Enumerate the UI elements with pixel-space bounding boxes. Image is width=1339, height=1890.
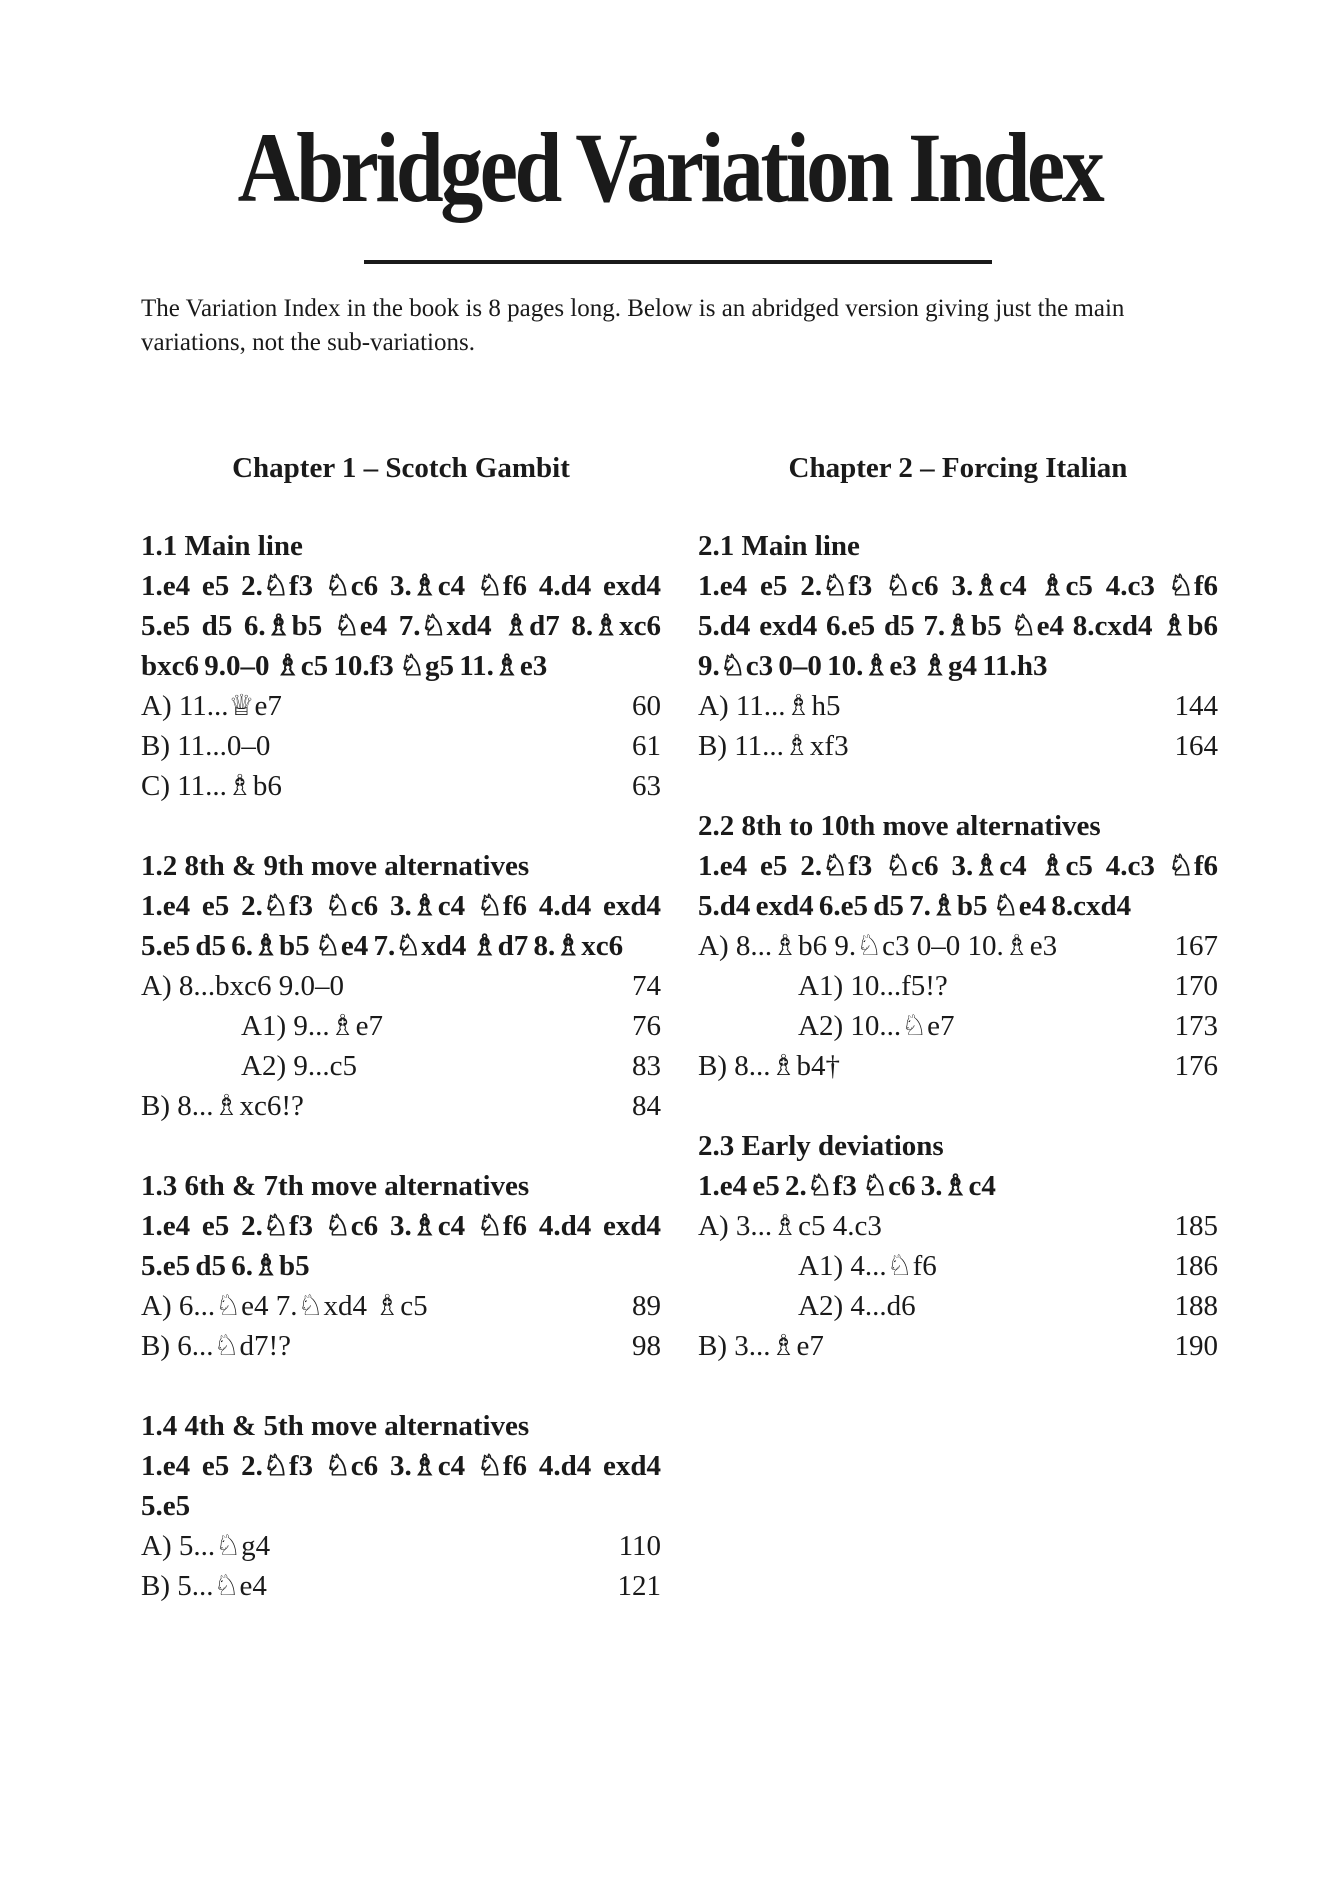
- variation-row: [141, 766, 661, 806]
- variation-row: [141, 966, 661, 1006]
- variation-row: [141, 1286, 661, 1326]
- page-number: 186: [1174, 1250, 1218, 1282]
- section-title: 2.1 Main line: [698, 530, 860, 562]
- section-title: 2.2 8th to 10th move alternatives: [698, 810, 1101, 842]
- chapter-heading: Chapter 2 – Forcing Italian: [788, 452, 1128, 484]
- variation-row: [698, 1326, 1218, 1366]
- move-sequence: 1.e4 e5 2.♘f3 ♘c6 3.♗c4 ♘f6 4.d4 exd4 5.e5 d5 6.♗b5: [141, 1210, 661, 1282]
- variation-row: [141, 726, 661, 766]
- variation-label: A2) 10...♘e7: [798, 1010, 955, 1042]
- page-number: 144: [1174, 690, 1218, 722]
- page-number: 190: [1174, 1330, 1218, 1362]
- variation-row: [141, 686, 661, 726]
- variation-label: A) 3...♗c5 4.c3: [698, 1210, 882, 1242]
- variation-row: [141, 1566, 661, 1606]
- page-number: 170: [1174, 970, 1218, 1002]
- index-section: [698, 806, 1218, 1086]
- variation-label: B) 3...♗e7: [698, 1330, 824, 1362]
- variation-label: A) 8...♗b6 9.♘c3 0–0 10.♗e3: [698, 930, 1058, 962]
- variation-row: [141, 1526, 661, 1566]
- variation-label: B) 6...♘d7!?: [141, 1330, 292, 1362]
- move-sequence: 1.e4 e5 2.♘f3 ♘c6 3.♗c4 ♘f6 4.d4 exd4 5.e5 d5 6.♗b5 ♘e4 7.♘xd4 ♗d7 8.♗xc6 bxc6 9.0–0 ♗c5 10.f3 ♘g5 11.♗e3: [141, 570, 661, 682]
- section-title: 2.3 Early deviations: [698, 1130, 944, 1162]
- section-title: 1.4 4th & 5th move alternatives: [141, 1410, 530, 1442]
- variation-label: A) 6...♘e4 7.♘xd4 ♗c5: [141, 1290, 428, 1322]
- page-number: 173: [1174, 1010, 1218, 1042]
- variation-label: A) 5...♘g4: [141, 1530, 271, 1562]
- chapter-heading: Chapter 1 – Scotch Gambit: [232, 452, 570, 484]
- page-number: 61: [632, 730, 661, 762]
- move-sequence: 1.e4 e5 2.♘f3 ♘c6 3.♗c4 ♘f6 4.d4 exd4 5.e5: [141, 1450, 661, 1522]
- page-number: 76: [632, 1010, 661, 1042]
- page-number: 110: [618, 1530, 661, 1562]
- title-divider: [364, 260, 992, 264]
- page-number: 188: [1174, 1290, 1218, 1322]
- variation-label: B) 11...0–0: [141, 730, 271, 762]
- variation-row: [698, 926, 1218, 966]
- variation-row: [698, 686, 1218, 726]
- page-number: 74: [632, 970, 661, 1002]
- move-sequence: 1.e4 e5 2.♘f3 ♘c6 3.♗c4 ♗c5 4.c3 ♘f6 5.d4 exd4 6.e5 d5 7.♗b5 ♘e4 8.cxd4 ♗b6 9.♘c3 0–0 10.♗e3 ♗g4 11.h3: [698, 570, 1218, 682]
- page-number: 83: [632, 1050, 661, 1082]
- variation-label: B) 8...♗xc6!?: [141, 1090, 304, 1122]
- page-number: 185: [1174, 1210, 1218, 1242]
- section-title: 1.2 8th & 9th move alternatives: [141, 850, 530, 882]
- section-title: 1.1 Main line: [141, 530, 303, 562]
- chapter-2-column: [698, 448, 1218, 1406]
- variation-row: [698, 1206, 1218, 1246]
- page-number: 167: [1174, 930, 1218, 962]
- variation-label: A) 11...♕e7: [141, 690, 282, 722]
- page-number: 89: [632, 1290, 661, 1322]
- move-sequence: 1.e4 e5 2.♘f3 ♘c6 3.♗c4: [698, 1170, 996, 1202]
- variation-label: B) 5...♘e4: [141, 1570, 267, 1602]
- page-title: Abridged Variation Index: [237, 112, 1102, 223]
- index-section: [141, 1166, 661, 1366]
- variation-row: [141, 1086, 661, 1126]
- sub-variation-row: [698, 1286, 1218, 1326]
- sub-variation-row: [141, 1046, 661, 1086]
- variation-label: A1) 9...♗e7: [241, 1010, 383, 1042]
- page-number: 84: [632, 1090, 661, 1122]
- index-section: [141, 1406, 661, 1606]
- page-number: 121: [617, 1570, 661, 1602]
- move-sequence: 1.e4 e5 2.♘f3 ♘c6 3.♗c4 ♗c5 4.c3 ♘f6 5.d4 exd4 6.e5 d5 7.♗b5 ♘e4 8.cxd4: [698, 850, 1218, 922]
- sub-variation-row: [698, 966, 1218, 1006]
- page-number: 164: [1174, 730, 1218, 762]
- page-number: 63: [632, 770, 661, 802]
- variation-row: [698, 726, 1218, 766]
- index-section: [141, 846, 661, 1126]
- sub-variation-row: [698, 1006, 1218, 1046]
- chapter-1-column: [141, 448, 661, 1646]
- page-number: 60: [632, 690, 661, 722]
- variation-label: A) 8...bxc6 9.0–0: [141, 970, 344, 1002]
- page-number: 176: [1174, 1050, 1218, 1082]
- variation-label: A2) 9...c5: [241, 1050, 357, 1082]
- variation-label: A1) 10...f5!?: [798, 970, 948, 1002]
- sub-variation-row: [141, 1006, 661, 1046]
- variation-row: [698, 1046, 1218, 1086]
- sub-variation-row: [698, 1246, 1218, 1286]
- sections-list: [141, 526, 661, 1606]
- variation-label: A1) 4...♘f6: [798, 1250, 937, 1282]
- section-title: 1.3 6th & 7th move alternatives: [141, 1170, 530, 1202]
- variation-label: C) 11...♗b6: [141, 770, 282, 802]
- variation-row: [141, 1326, 661, 1366]
- index-section: [141, 526, 661, 806]
- page-number: 98: [632, 1330, 661, 1362]
- variation-label: A2) 4...d6: [798, 1290, 916, 1322]
- variation-label: A) 11...♗h5: [698, 690, 841, 722]
- variation-label: B) 11...♗xf3: [698, 730, 849, 762]
- sections-list: [698, 526, 1218, 1366]
- index-section: [698, 526, 1218, 766]
- variation-label: B) 8...♗b4†: [698, 1050, 840, 1082]
- intro-paragraph: The Variation Index in the book is 8 pages long. Below is an abridged version giving just the main variations, not the sub-variations.: [141, 295, 1125, 356]
- move-sequence: 1.e4 e5 2.♘f3 ♘c6 3.♗c4 ♘f6 4.d4 exd4 5.e5 d5 6.♗b5 ♘e4 7.♘xd4 ♗d7 8.♗xc6: [141, 890, 661, 962]
- index-section: [698, 1126, 1218, 1366]
